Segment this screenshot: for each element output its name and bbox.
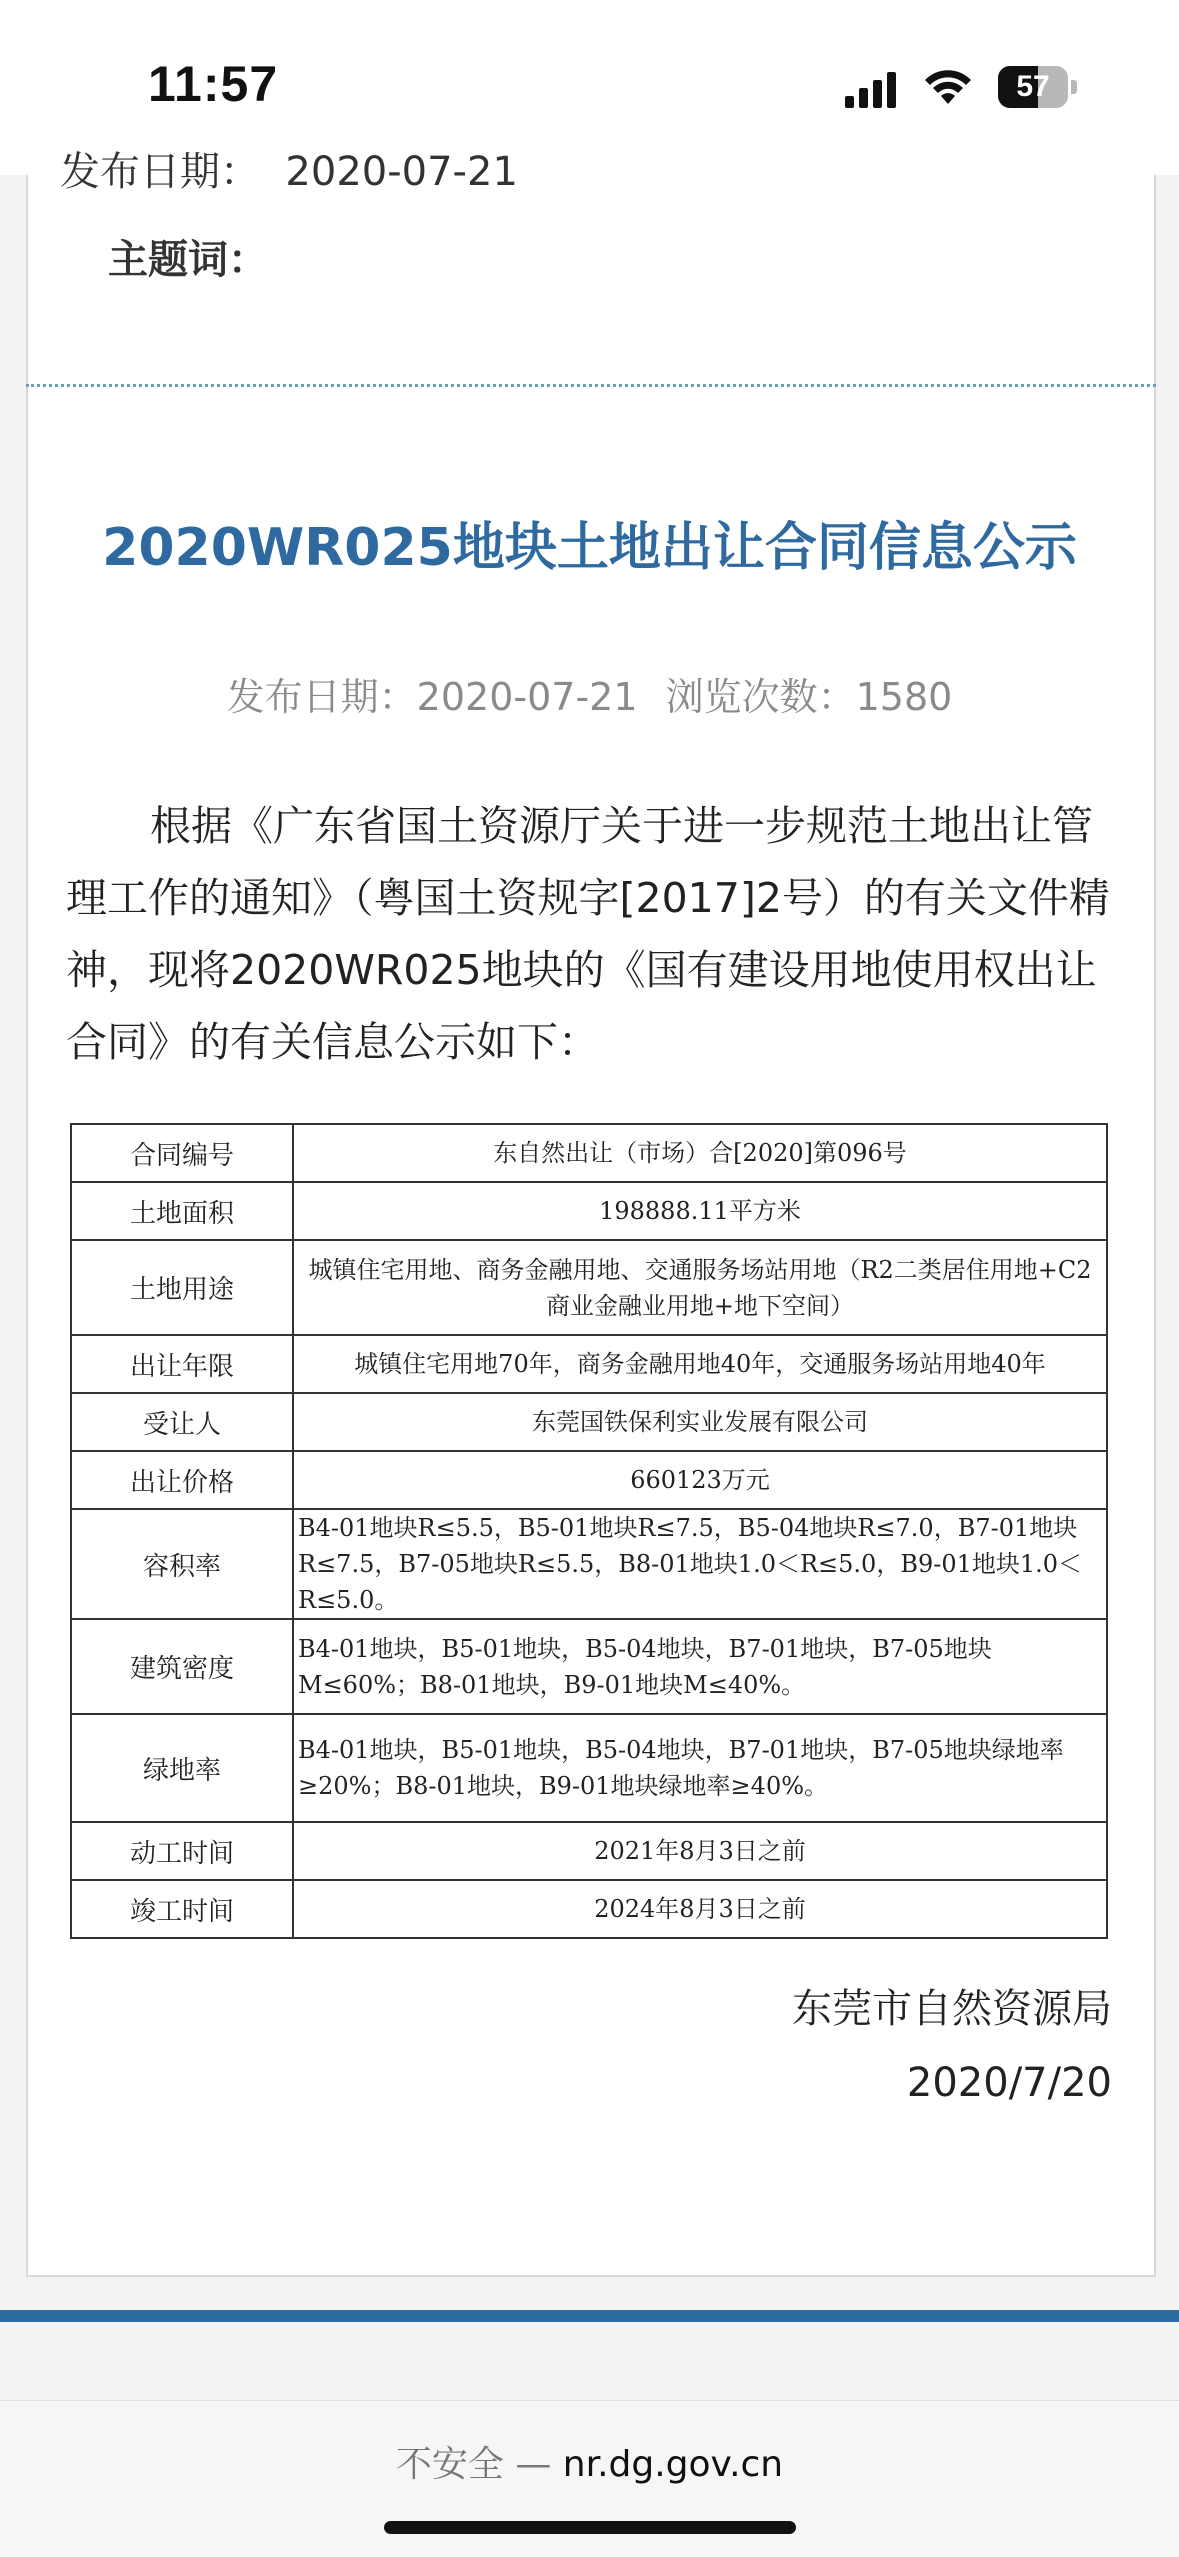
- domain-label: nr.dg.gov.cn: [562, 2444, 784, 2485]
- row-value: B4-01地块，B5-01地块，B5-04地块，B7-01地块，B7-05地块M≤60%；B8-01地块，B9-01地块M≤40%。: [293, 1619, 1107, 1714]
- not-secure-label: 不安全 —: [395, 2444, 552, 2485]
- table-row: [71, 1335, 1107, 1393]
- issuing-organization: 东莞市自然资源局: [792, 1986, 1112, 2032]
- home-indicator[interactable]: [384, 2521, 796, 2534]
- row-label: 土地面积: [71, 1182, 293, 1240]
- table-row: [71, 1240, 1107, 1335]
- row-label: 建筑密度: [71, 1619, 293, 1714]
- table-row: [71, 1619, 1107, 1714]
- row-label: 竣工时间: [71, 1880, 293, 1938]
- contract-info-table: [70, 1123, 1108, 1939]
- table-row: [71, 1124, 1107, 1182]
- table-row: [71, 1822, 1107, 1880]
- table-row: [71, 1714, 1107, 1822]
- wifi-icon: [922, 66, 974, 106]
- table-row: [71, 1880, 1107, 1938]
- row-label: 土地用途: [71, 1240, 293, 1335]
- intro-paragraph: 根据《广东省国土资源厅关于进一步规范土地出让管理工作的通知》（粤国土资规字[2017]2号）的有关文件精神，现将2020WR025地块的《国有建设用地使用权出让合同》的有关信息公示如下：: [66, 802, 1110, 1066]
- row-label: 合同编号: [71, 1124, 293, 1182]
- row-value: B4-01地块，B5-01地块，B5-04地块，B7-01地块，B7-05地块绿地率≥20%；B8-01地块，B9-01地块绿地率≥40%。: [293, 1714, 1107, 1822]
- row-value: 2024年8月3日之前: [293, 1880, 1107, 1938]
- clock-time: 11:57: [148, 56, 279, 112]
- row-value: B4-01地块R≤5.5，B5-01地块R≤7.5，B5-04地块R≤7.0，B7-01地块R≤7.5，B7-05地块R≤5.5，B8-01地块1.0＜R≤5.0，B9-01地块1.0＜R≤5.0。: [293, 1509, 1107, 1619]
- publish-date: 发布日期：2020-07-21: [226, 675, 638, 719]
- cut-off-publish-date: 发布日期： 2020-07-21: [60, 149, 518, 195]
- footer-rule: [0, 2310, 1179, 2322]
- row-label: 出让价格: [71, 1451, 293, 1509]
- row-value: 东莞国铁保利实业发展有限公司: [293, 1393, 1107, 1451]
- cellular-signal-icon: [845, 72, 897, 108]
- row-label: 绿地率: [71, 1714, 293, 1822]
- table-row: [71, 1393, 1107, 1451]
- table-row: [71, 1182, 1107, 1240]
- signature-block: [792, 1972, 1112, 2120]
- signature-date: 2020/7/20: [906, 2060, 1112, 2106]
- page-title: 2020WR025地块土地出让合同信息公示: [102, 518, 1077, 578]
- row-value: 城镇住宅用地70年，商务金融用地40年，交通服务场站用地40年: [293, 1335, 1107, 1393]
- row-label: 动工时间: [71, 1822, 293, 1880]
- battery-icon: [998, 66, 1080, 108]
- url-display[interactable]: [0, 2436, 1179, 2487]
- row-label: 容积率: [71, 1509, 293, 1619]
- row-label: 出让年限: [71, 1335, 293, 1393]
- battery-percentage: 57: [1016, 70, 1050, 103]
- row-value: 2021年8月3日之前: [293, 1822, 1107, 1880]
- row-value: 东自然出让（市场）合[2020]第096号: [293, 1124, 1107, 1182]
- row-value: 城镇住宅用地、商务金融用地、交通服务场站用地（R2二类居住用地+C2商业金融业用地+地下空间）: [293, 1240, 1107, 1335]
- divider: [26, 384, 1156, 387]
- table-row: [71, 1451, 1107, 1509]
- row-value: 660123万元: [293, 1451, 1107, 1509]
- view-count: 浏览次数：1580: [665, 675, 953, 719]
- table-row: [71, 1509, 1107, 1619]
- subject-label: 主题词：: [108, 237, 268, 283]
- row-value: 198888.11平方米: [293, 1182, 1107, 1240]
- row-label: 受让人: [71, 1393, 293, 1451]
- publish-meta: [0, 666, 1179, 721]
